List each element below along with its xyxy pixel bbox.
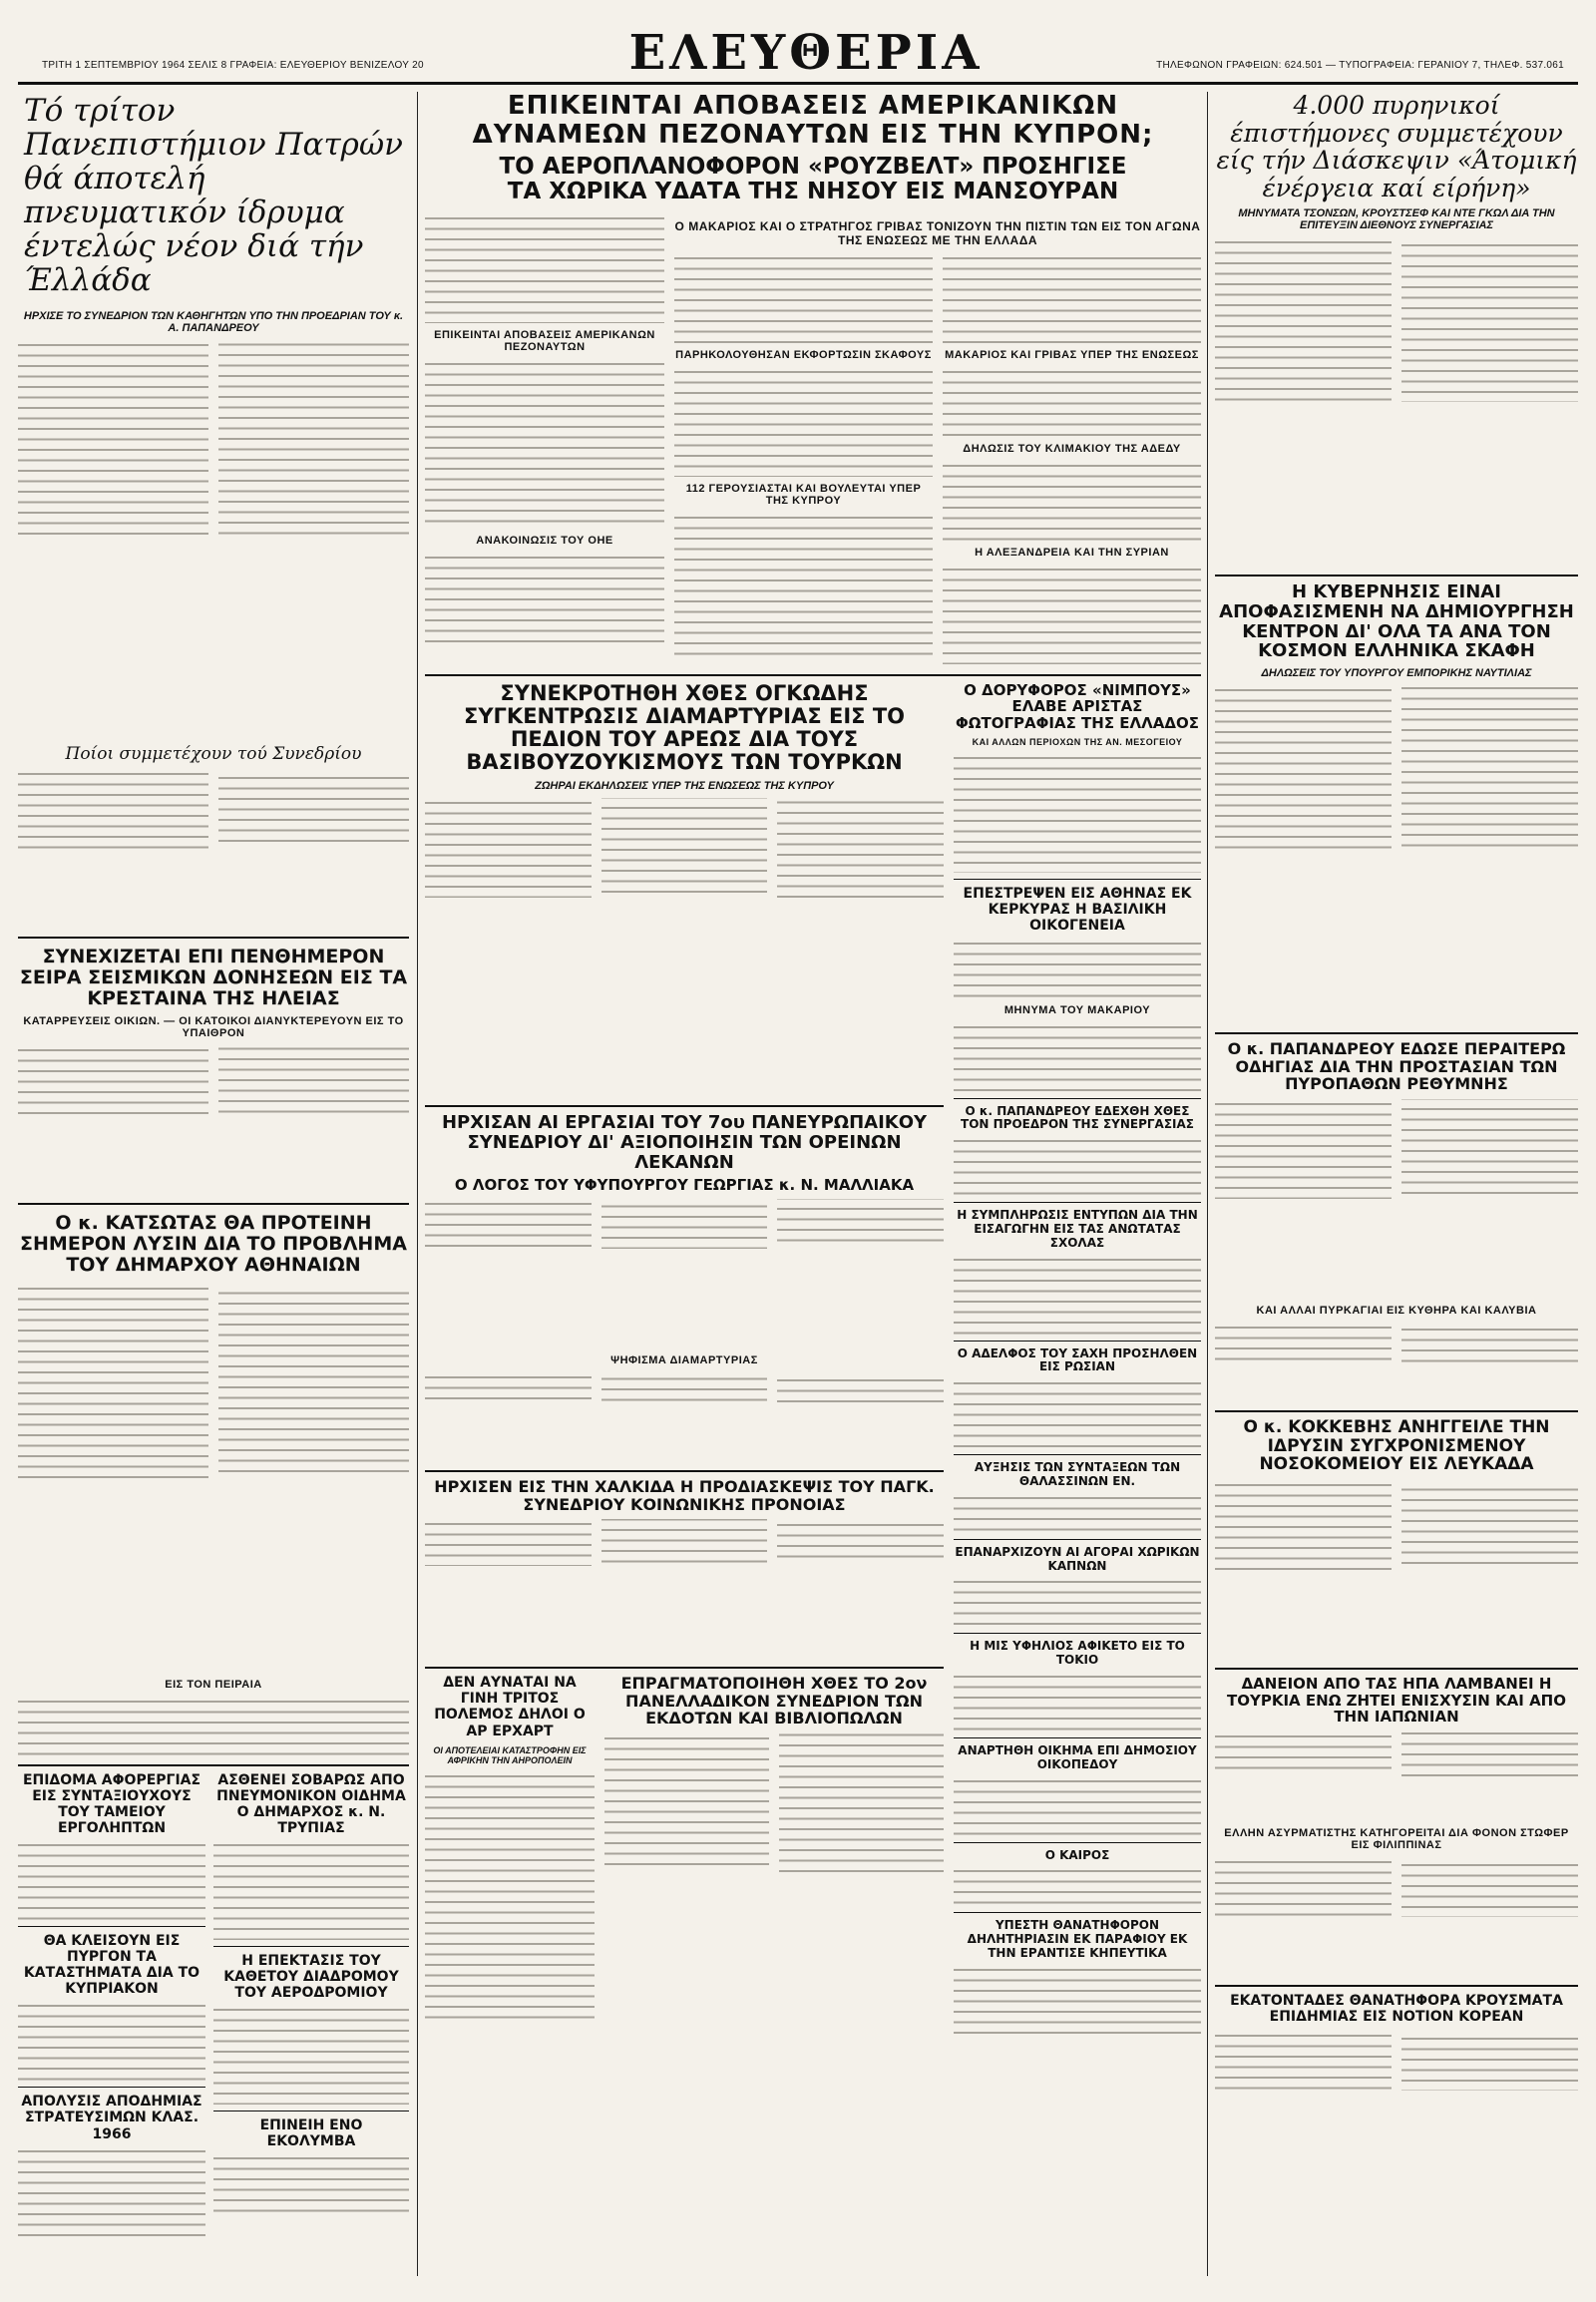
shipping-sub: ΔΗΛΩΣΕΙΣ ΤΟΥ ΥΠΟΥΡΓΟΥ ΕΜΠΟΡΙΚΗΣ ΝΑΥΤΙΛΙΑΣ — [1261, 667, 1532, 680]
royal-headline: ΕΠΕΣΤΡΕΨΕΝ ΕΙΣ ΑΘΗΝΑΣ ΕΚ ΚΕΡΚΥΡΑΣ Η ΒΑΣΙΛΙΚΗ ΟΙΚΟΓΕΝΕΙΑ — [963, 886, 1192, 935]
cyprus-box3: ΠΑΡΗΚΟΛΟΥΘΗΣΑΝ ΕΚΦΟΡΤΩΣΙΝ ΣΚΑΦΟΥΣ — [675, 348, 932, 361]
cyprus-headline-3: ΤΟ ΑΕΡΟΠΛΑΝΟΦΟΡΟΝ «ΡΟΥΖΒΕΛΤ» ΠΡΟΣΗΓΙΣΕ — [499, 154, 1127, 181]
mayor-headline: Ο κ. ΚΑΤΣΩΤΑΣ ΘΑ ΠΡΟΤΕΙΝΗ ΣΗΜΕΡΟΝ ΛΥΣΙΝ ΔΙΑ ΤΟ ΠΡΟΒΛΗΜΑ ΤΟΥ ΔΗΜΑΡΧΟΥ ΑΘΗΝΑΙΩΝ — [20, 1211, 407, 1276]
cyprus-box2: ΑΝΑΚΟΙΝΩΣΙΣ ΤΟΥ ΟΗΕ — [476, 534, 613, 547]
middle-small-c-headline: ΕΠΙΝΕΙΗ ΕΝΟ ΕΚΟΛΥΜΒΑ — [259, 2117, 363, 2150]
patras-headline: Τό τρίτον Πανεπιστήμιον Πατρών θά άποτελή πνευματικόν ίδρυμα έντελώς νέον διά τήν Έλλάδα — [24, 93, 403, 299]
masthead-title: ΕΛΕΥΘΕΡΙΑ — [628, 25, 984, 81]
minor-h: Ο ΚΑΙΡΟΣ — [1044, 1847, 1110, 1862]
earthquake-headline: ΣΥΝΕΧΙΖΕΤΑΙ ΕΠΙ ΠΕΝΘΗΜΕΡΟΝ ΣΕΙΡΑ ΣΕΙΣΜΙΚΩΝ ΔΟΝΗΣΕΩΝ ΕΙΣ ΤΑ ΚΡΕΣΤΑΙΝΑ ΤΗΣ ΗΛΕΙΑΣ — [19, 946, 408, 1010]
minor-a: Ο κ. ΠΑΠΑΝΔΡΕΟΥ ΕΔΕΧΘΗ ΧΘΕΣ ΤΟΝ ΠΡΟΕΔΡΟΝ ΤΗΣ ΣΥΝΕΡΓΑΣΙΑΣ — [961, 1103, 1194, 1132]
mayor-piraeus-sub: ΕΙΣ ΤΟΝ ΠΕΙΡΑΙΑ — [165, 1678, 262, 1691]
left-small-a-headline: ΕΠΙΔΟΜΑ ΑΦΟΡΕΡΓΙΑΣ ΕΙΣ ΣΥΝΤΑΞΙΟΥΧΟΥΣ ΤΟΥ ΤΑΜΕΙΟΥ ΕΡΓΟΛΗΠΤΩΝ — [22, 1771, 201, 1836]
minor-f: Η ΜΙΣ ΥΦΗΛΙΟΣ ΑΦΙΚΕΤΟ ΕΙΣ ΤΟ ΤΟΚΙΟ — [970, 1639, 1185, 1668]
middle-small-e: ΟΙ ΑΠΟΤΕΛΕΙΑΙ ΚΑΤΑΣΤΡΟΦΗΝ ΕΙΣ ΑΦΡΙΚΗΝ ΤΗΝ ΑΗΡΟΠΟΛΕΙΝ — [433, 1744, 587, 1765]
cyprus-headline-4: ΤΑ ΧΩΡΙΚΑ ΥΔΑΤΑ ΤΗΣ ΝΗΣΟΥ ΕΙΣ ΜΑΝΣΟΥΡΑΝ — [507, 179, 1119, 205]
middle-small-a-headline: ΑΣΘΕΝΕΙ ΣΟΒΑΡΩΣ ΑΠΟ ΠΝΕΥΜΟΝΙΚΟΝ ΟΙΔΗΜΑ Ο ΔΗΜΑΡΧΟΣ κ. Ν. ΤΡΥΠΙΑΣ — [216, 1771, 406, 1836]
cyprus-box1: ΕΠΙΚΕΙΝΤΑΙ ΑΠΟΒΑΣΕΙΣ ΑΜΕΡΙΚΑΝΩΝ ΠΕΖΟΝΑΥΤΩΝ — [434, 328, 655, 353]
piraeus-body — [18, 1697, 409, 1756]
shipping-headline: Η ΚΥΒΕΡΝΗΣΙΣ ΕΙΝΑΙ ΑΠΟΦΑΣΙΣΜΕΝΗ ΝΑ ΔΗΜΙΟΥΡΓΗΣΗ ΚΕΝΤΡΟΝ ΔΙ' ΟΛΑ ΤΑ ΑΝΑ ΤΟΝ ΚΟΣΜΟΝ ΕΛΛΗΝΙΚΑ ΣΚΑΦΗ — [1219, 581, 1574, 662]
satellite-sub: ΚΑΙ ΑΛΛΩΝ ΠΕΡΙΟΧΩΝ ΤΗΣ ΑΝ. ΜΕΣΟΓΕΙΟΥ — [972, 737, 1183, 748]
earthquake-sub: ΚΑΤΑΡΡΕΥΣΕΙΣ ΟΙΚΙΩΝ. — ΟΙ ΚΑΤΟΙΚΟΙ ΔΙΑΝΥΚΤΕΡΕΥΟΥΝ ΕΙΣ ΤΟ ΥΠΑΙΘΡΟΝ — [23, 1014, 404, 1039]
rally-sub2: ΨΗΦΙΣΜΑ ΔΙΑΜΑΡΤΥΡΙΑΣ — [610, 1354, 758, 1367]
cyprus-box4: 112 ΓΕΡΟΥΣΙΑΣΤΑΙ ΚΑΙ ΒΟΥΛΕΥΤΑΙ ΥΠΕΡ ΤΗΣ ΚΥΠΡΟΥ — [685, 482, 922, 507]
column-rule — [417, 92, 418, 2276]
patras-body — [18, 340, 409, 739]
minor-b: Η ΣΥΜΠΛΗΡΩΣΙΣ ΕΝΤΥΠΩΝ ΔΙΑ ΤΗΝ ΕΙΣΑΓΩΓΗΝ ΕΙΣ ΤΑΣ ΑΝΩΤΑΤΑΣ ΣΧΟΛΑΣ — [957, 1208, 1198, 1250]
left-small-b-headline: ΘΑ ΚΛΕΙΣΟΥΝ ΕΙΣ ΠΥΡΓΟΝ ΤΑ ΚΑΤΑΣΤΗΜΑΤΑ ΔΙΑ ΤΟ ΚΥΠΡΙΑΚΟΝ — [23, 1932, 200, 1998]
cyprus-subheadline: Ο ΜΑΚΑΡΙΟΣ ΚΑΙ Ο ΣΤΡΑΤΗΓΟΣ ΓΡΙΒΑΣ ΤΟΝΙΖΟΥΝ ΤΗΝ ΠΙΣΤΙΝ ΤΩΝ ΕΙΣ ΤΟΝ ΑΓΩΝΑ ΤΗΣ ΕΝΩΣΕΩΣ ΜΕ ΤΗΝ ΕΛΛΑΔΑ — [674, 218, 1201, 247]
newspaper-page — [18, 20, 1578, 2284]
left-small-c-headline: ΑΠΟΛΥΣΙΣ ΑΠΟΔΗΜΙΑΣ ΣΤΡΑΤΕΥΣΙΜΩΝ ΚΛΑΣ. 1966 — [21, 2094, 202, 2142]
cyprus-headline-1: ΕΠΙΚΕΙΝΤΑΙ ΑΠΟΒΑΣΕΙΣ ΑΜΕΡΙΚΑΝΙΚΩΝ — [507, 91, 1119, 121]
participants-body — [18, 769, 409, 929]
minor-i: ΥΠΕΣΤΗ ΘΑΝΑΤΗΦΟΡΟΝ ΔΗΛΗΤΗΡΙΑΣΙΝ ΕΚ ΠΑΡΑΦΙΟΥ ΕΚ ΤΗΝ ΕΡΑΝΤΙΣΕ ΚΗΠΕΥΤΙΚΑ — [967, 1918, 1188, 1960]
center-column — [425, 92, 1201, 2035]
ferry-headline: ΕΚΑΤΟΝΤΑΔΕΣ ΘΑΝΑΤΗΦΟΡΑ ΚΡΟΥΣΜΑΤΑ ΕΠΙΔΗΜΙΑΣ ΕΙΣ ΝΟΤΙΟΝ ΚΟΡΕΑΝ — [1230, 1992, 1563, 2025]
rally-sub: ΖΩΗΡΑΙ ΕΚΔΗΛΩΣΕΙΣ ΥΠΕΡ ΤΗΣ ΕΝΩΣΕΩΣ ΤΗΣ ΚΥΠΡΟΥ — [535, 780, 834, 793]
left-column — [18, 92, 409, 2236]
scientists-sub: ΜΗΝΥΜΑΤΑ ΤΣΟΝΣΩΝ, ΚΡΟΥΣΤΣΕΦ ΚΑΙ ΝΤΕ ΓΚΩΛ ΔΙΑ ΤΗΝ ΕΠΙΤΕΥΞΙΝ ΔΙΕΘΝΟΥΣ ΣΥΝΕΡΓΑΣΙΑΣ — [1238, 207, 1555, 231]
turkey-headline: ΔΑΝΕΙΟΝ ΑΠΟ ΤΑΣ ΗΠΑ ΛΑΜΒΑΝΕΙ Η ΤΟΥΡΚΙΑ ΕΝΩ ΖΗΤΕΙ ΕΝΙΣΧΥΣΙΝ ΚΑΙ ΑΠΟ ΤΗΝ ΙΑΠΩΝΙΑΝ — [1227, 1675, 1566, 1726]
cyprus-box7: Η ΑΛΕΞΑΝΔΡΕΙΑ ΚΑΙ ΤΗΝ ΣΥΡΙΑΝ — [975, 546, 1169, 559]
header-date-line: ΤΡΙΤΗ 1 ΣΕΠΤΕΜΒΡΙΟΥ 1964 ΣΕΛΙΣ 8 ΓΡΑΦΕΙΑ: ΕΛΕΥΘΕΡΙΟΥ ΒΕΝΙΖΕΛΟΥ 20 — [42, 60, 424, 71]
masthead-bar — [18, 20, 1578, 85]
royal-sub: ΜΗΝΥΜΑ ΤΟΥ ΜΑΚΑΡΙΟΥ — [1003, 1003, 1151, 1016]
chalkida-headline: ΗΡΧΙΣΕΝ ΕΙΣ ΤΗΝ ΧΑΛΚΙΔΑ Η ΠΡΟΔΙΑΣΚΕΨΙΣ ΤΟΥ ΠΑΓΚ. ΣΥΝΕΔΡΙΟΥ ΚΟΙΝΩΝΙΚΗΣ ΠΡΟΝΟΙΑΣ — [434, 1477, 935, 1514]
refugees-headline: Ο κ. ΠΑΠΑΝΔΡΕΟΥ ΕΔΩΣΕ ΠΕΡΑΙΤΕΡΩ ΟΔΗΓΙΑΣ ΔΙΑ ΤΗΝ ΠΡΟΣΤΑΣΙΑΝ ΤΩΝ ΠΥΡΟΠΑΘΩΝ ΡΕΘΥΜΝΗΣ — [1227, 1039, 1566, 1094]
right-column — [1215, 92, 1578, 2150]
scientists-headline: 4.000 πυρηνικοί έπιστήμονες συμμετέχουν είς τήν Διάσκεψιν «Άτομική ένέργεια καί είρήνη» — [1216, 91, 1577, 202]
patras-participants-heading: Ποίοι συμμετέχουν τού Συνεδρίου — [65, 743, 362, 764]
minor-d: ΑΥΞΗΣΙΣ ΤΩΝ ΣΥΝΤΑΞΕΩΝ ΤΩΝ ΘΑΛΑΣΣΙΝΩΝ ΕΝ. — [974, 1460, 1181, 1488]
column-rule — [1207, 92, 1208, 2276]
middle-small-b-headline: Η ΕΠΕΚΤΑΣΙΣ ΤΟΥ ΚΑΘΕΤΟΥ ΔΙΑΔΡΟΜΟΥ ΤΟΥ ΑΕΡΟΔΡΟΜΙΟΥ — [223, 1952, 399, 2002]
publishers-headline: ΕΠΡΑΓΜΑΤΟΠΟΙΗΘΗ ΧΘΕΣ ΤΟ 2ον ΠΑΝΕΛΛΑΔΙΚΟΝ ΣΥΝΕΔΡΙΟΝ ΤΩΝ ΕΚΔΟΤΩΝ ΚΑΙ ΒΙΒΛΙΟΠΩΛΩΝ — [620, 1674, 928, 1728]
minor-c: Ο ΑΔΕΛΦΟΣ ΤΟΥ ΣΑΧΗ ΠΡΟΣΗΛΘΕΝ ΕΙΣ ΡΩΣΙΑΝ — [957, 1345, 1198, 1374]
satellite-headline: Ο ΔΟΡΥΦΟΡΟΣ «ΝΙΜΠΟΥΣ» ΕΛΑΒΕ ΑΡΙΣΤΑΣ ΦΩΤΟΓΡΑΦΙΑΣ ΤΗΣ ΕΛΛΑΔΟΣ — [956, 680, 1199, 732]
patras-subheadline: ΗΡΧΙΣΕ ΤΟ ΣΥΝΕΔΡΙΟΝ ΤΩΝ ΚΑΘΗΓΗΤΩΝ ΥΠΟ ΤΗΝ ΠΡΟΕΔΡΙΑΝ ΤΟΥ κ. Α. ΠΑΠΑΝΔΡΕΟΥ — [23, 309, 404, 334]
middle-small-d-headline: ΔΕΝ ΑΥΝΑΤΑΙ ΝΑ ΓΙΝΗ ΤΡΙΤΟΣ ΠΟΛΕΜΟΣ ΔΗΛΟΙ Ο ΑΡ ΕΡΧΑΡΤ — [434, 1675, 586, 1739]
cyprus-box5: ΜΑΚΑΡΙΟΣ ΚΑΙ ΓΡΙΒΑΣ ΥΠΕΡ ΤΗΣ ΕΝΩΣΕΩΣ — [945, 348, 1199, 361]
rally-headline: ΣΥΝΕΚΡΟΤΗΘΗ ΧΘΕΣ ΟΓΚΩΔΗΣ ΣΥΓΚΕΝΤΡΩΣΙΣ ΔΙΑΜΑΡΤΥΡΙΑΣ ΕΙΣ ΤΟ ΠΕΔΙΟΝ ΤΟΥ ΑΡΕΩΣ ΔΙΑ ΤΟΥΣ ΒΑΣΙΒΟΥΖΟΥΚΙΣΜΟΥΣ ΤΩΝ ΤΟΥΡΚΩΝ — [463, 680, 905, 775]
cyprus-box6: ΔΗΛΩΣΙΣ ΤΟΥ ΚΛΙΜΑΚΙΟΥ ΤΗΣ ΑΔΕΔΥ — [963, 442, 1181, 455]
refugees-sub: ΚΑΙ ΑΛΛΑΙ ΠΥΡΚΑΓΙΑΙ ΕΙΣ ΚΥΘΗΡΑ ΚΑΙ ΚΑΛΥΒΙΑ — [1256, 1304, 1537, 1317]
mayor-body — [18, 1284, 409, 1673]
minor-e: ΕΠΑΝΑΡΧΙΖΟΥΝ ΑΙ ΑΓΟΡΑΙ ΧΩΡΙΚΩΝ ΚΑΠΝΩΝ — [955, 1544, 1200, 1573]
header-phone-line: ΤΗΛΕΦΩΝΟΝ ΓΡΑΦΕΙΩΝ: 624.501 — ΤΥΠΟΓΡΑΦΕΙΑ: ΓΕΡΑΝΙΟΥ 7, ΤΗΛΕΦ. 537.061 — [1156, 60, 1564, 71]
turkey-sub: ΕΛΛΗΝ ΑΣΥΡΜΑΤΙΣΤΗΣ ΚΑΤΗΓΟΡΕΙΤΑΙ ΔΙΑ ΦΟΝΟΝ ΣΤΩΦΕΡ ΕΙΣ ΦΙΛΙΠΠΙΝΑΣ — [1224, 1826, 1569, 1851]
hospital-headline: Ο κ. ΚΟΚΚΕΒΗΣ ΑΝΗΓΓΕΙΛΕ ΤΗΝ ΙΔΡΥΣΙΝ ΣΥΓΧΡΟΝΙΣΜΕΝΟΥ ΝΟΣΟΚΟΜΕΙΟΥ ΕΙΣ ΛΕΥΚΑΔΑ — [1243, 1416, 1550, 1475]
forests-sub: Ο ΛΟΓΟΣ ΤΟΥ ΥΦΥΠΟΥΡΓΟΥ ΓΕΩΡΓΙΑΣ κ. Ν. ΜΑΛΛΙΑΚΑ — [454, 1175, 915, 1194]
forests-headline: ΗΡΧΙΣΑΝ ΑΙ ΕΡΓΑΣΙΑΙ ΤΟΥ 7ου ΠΑΝΕΥΡΩΠΑΙΚΟΥ ΣΥΝΕΔΡΙΟΥ ΔΙ' ΑΞΙΟΠΟΙΗΣΙΝ ΤΩΝ ΟΡΕΙΝΩΝ ΛΕΚΑΝΩΝ — [441, 1112, 928, 1173]
cyprus-headline-2: ΔΥΝΑΜΕΩΝ ΠΕΖΟΝΑΥΤΩΝ ΕΙΣ ΤΗΝ ΚΥΠΡΟΝ; — [472, 119, 1154, 150]
minor-g: ΑΝΑΡΤΗΘΗ ΟΙΚΗΜΑ ΕΠΙ ΔΗΜΟΣΙΟΥ ΟΙΚΟΠΕΔΟΥ — [958, 1742, 1197, 1771]
earthquake-body — [18, 1045, 409, 1195]
